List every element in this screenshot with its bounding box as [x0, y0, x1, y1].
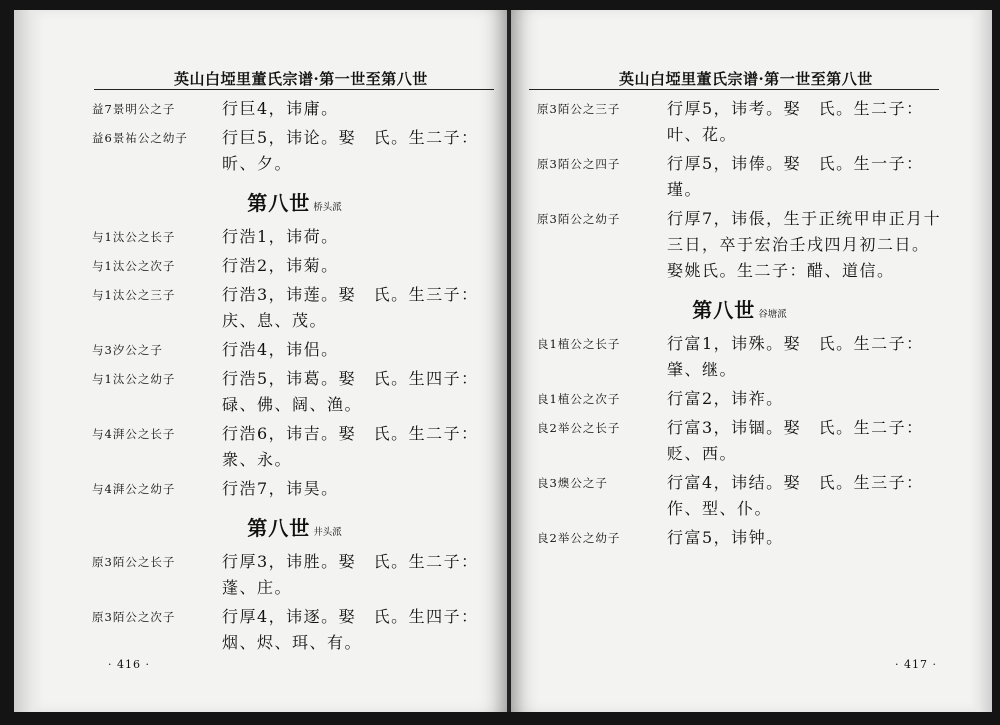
page-header: 英山白埡里董氏宗谱·第一世至第八世 [174, 70, 428, 88]
generation-title: 第八世 [247, 516, 311, 540]
entry-text: 行浩1，讳荷。 [222, 227, 339, 246]
genealogy-entry [92, 96, 497, 122]
genealogy-entry [92, 253, 497, 279]
entry-text: 行浩5，讳葛。娶 氏。生四子：碌、佛、阔、渔。 [222, 369, 479, 414]
header-rule [94, 89, 494, 90]
entry-text: 行厚5，讳考。娶 氏。生二子：叶、花。 [667, 99, 924, 144]
parent-label: 益7景明公之子 [92, 102, 176, 116]
entry-text: 行富1，讳殊。娶 氏。生二子：肇、继。 [667, 334, 924, 379]
branch-name: 谷塘派 [758, 309, 787, 320]
entry-text: 行浩6，讳吉。娶 氏。生二子：衆、永。 [222, 424, 479, 469]
genealogy-entry [92, 125, 497, 177]
generation-heading [537, 294, 942, 323]
entry-text: 行巨4，讳庸。 [222, 99, 339, 118]
parent-label: 原3陌公之幼子 [537, 212, 621, 226]
parent-label: 与3汐公之子 [92, 343, 163, 357]
genealogy-entry [92, 224, 497, 250]
entry-text: 行厚4，讳逐。娶 氏。生四子：烟、烬、珥、有。 [222, 607, 479, 652]
genealogy-content [537, 96, 942, 554]
genealogy-entry [537, 206, 942, 284]
generation-title: 第八世 [247, 191, 311, 215]
parent-label: 原3陌公之四子 [537, 157, 621, 171]
genealogy-entry [92, 549, 497, 601]
page-number: · 416 · [108, 658, 150, 671]
entry-text: 行厚5，讳俸。娶 氏。生一子：瑾。 [667, 154, 924, 199]
genealogy-entry [537, 470, 942, 522]
parent-label: 良3燠公之子 [537, 476, 608, 490]
parent-label: 良1植公之次子 [537, 392, 621, 406]
parent-label: 良1植公之长子 [537, 337, 621, 351]
entry-text: 行富5，讳钟。 [667, 528, 784, 547]
parent-label: 良2举公之长子 [537, 421, 621, 435]
generation-title: 第八世 [692, 298, 756, 322]
branch-name: 桥头派 [313, 202, 342, 213]
entry-text: 行浩4，讳侣。 [222, 340, 339, 359]
parent-label: 原3陌公之长子 [92, 555, 176, 569]
entry-text: 行巨5，讳论。娶 氏。生二子：昕、夕。 [222, 128, 479, 173]
genealogy-entry [92, 604, 497, 656]
genealogy-entry [537, 331, 942, 383]
generation-heading [92, 512, 497, 541]
entry-text: 行厚3，讳胜。娶 氏。生二子：蓬、庄。 [222, 552, 479, 597]
genealogy-entry [92, 366, 497, 418]
genealogy-entry [537, 96, 942, 148]
parent-label: 与4湃公之长子 [92, 427, 176, 441]
parent-label: 原3陌公之三子 [537, 102, 621, 116]
entry-text: 行富4，讳结。娶 氏。生三子：作、型、仆。 [667, 473, 924, 518]
entry-text: 行厚7，讳倀，生于正统甲申正月十三日，卒于宏治壬戌四月初二日。娶姚氏。生二子：醋、道信。 [667, 209, 942, 280]
genealogy-entry [537, 415, 942, 467]
genealogy-entry [92, 337, 497, 363]
genealogy-entry [537, 525, 942, 551]
entry-text: 行浩2，讳菊。 [222, 256, 339, 275]
entry-text: 行浩7，讳昊。 [222, 479, 339, 498]
right-page [511, 10, 992, 712]
genealogy-entry [92, 282, 497, 334]
page-header: 英山白埡里董氏宗谱·第一世至第八世 [619, 70, 873, 88]
parent-label: 与4湃公之幼子 [92, 482, 176, 496]
open-book [14, 10, 992, 712]
parent-label: 与1汰公之长子 [92, 230, 176, 244]
genealogy-entry [92, 421, 497, 473]
parent-label: 与1汰公之三子 [92, 288, 176, 302]
entry-text: 行浩3，讳莲。娶 氏。生三子：庆、息、茂。 [222, 285, 479, 330]
parent-label: 良2举公之幼子 [537, 531, 621, 545]
header-rule [529, 89, 939, 90]
parent-label: 益6景祐公之幼子 [92, 131, 188, 145]
entry-text: 行富2，讳祚。 [667, 389, 784, 408]
parent-label: 与1汰公之幼子 [92, 372, 176, 386]
genealogy-entry [537, 386, 942, 412]
parent-label: 原3陌公之次子 [92, 610, 176, 624]
genealogy-content [92, 96, 497, 659]
generation-heading [92, 187, 497, 216]
genealogy-entry [537, 151, 942, 203]
genealogy-entry [92, 476, 497, 502]
page-number: · 417 · [895, 658, 937, 671]
branch-name: 井头派 [313, 527, 342, 538]
entry-text: 行富3，讳锢。娶 氏。生二子：贬、西。 [667, 418, 924, 463]
left-page [14, 10, 507, 712]
parent-label: 与1汰公之次子 [92, 259, 176, 273]
